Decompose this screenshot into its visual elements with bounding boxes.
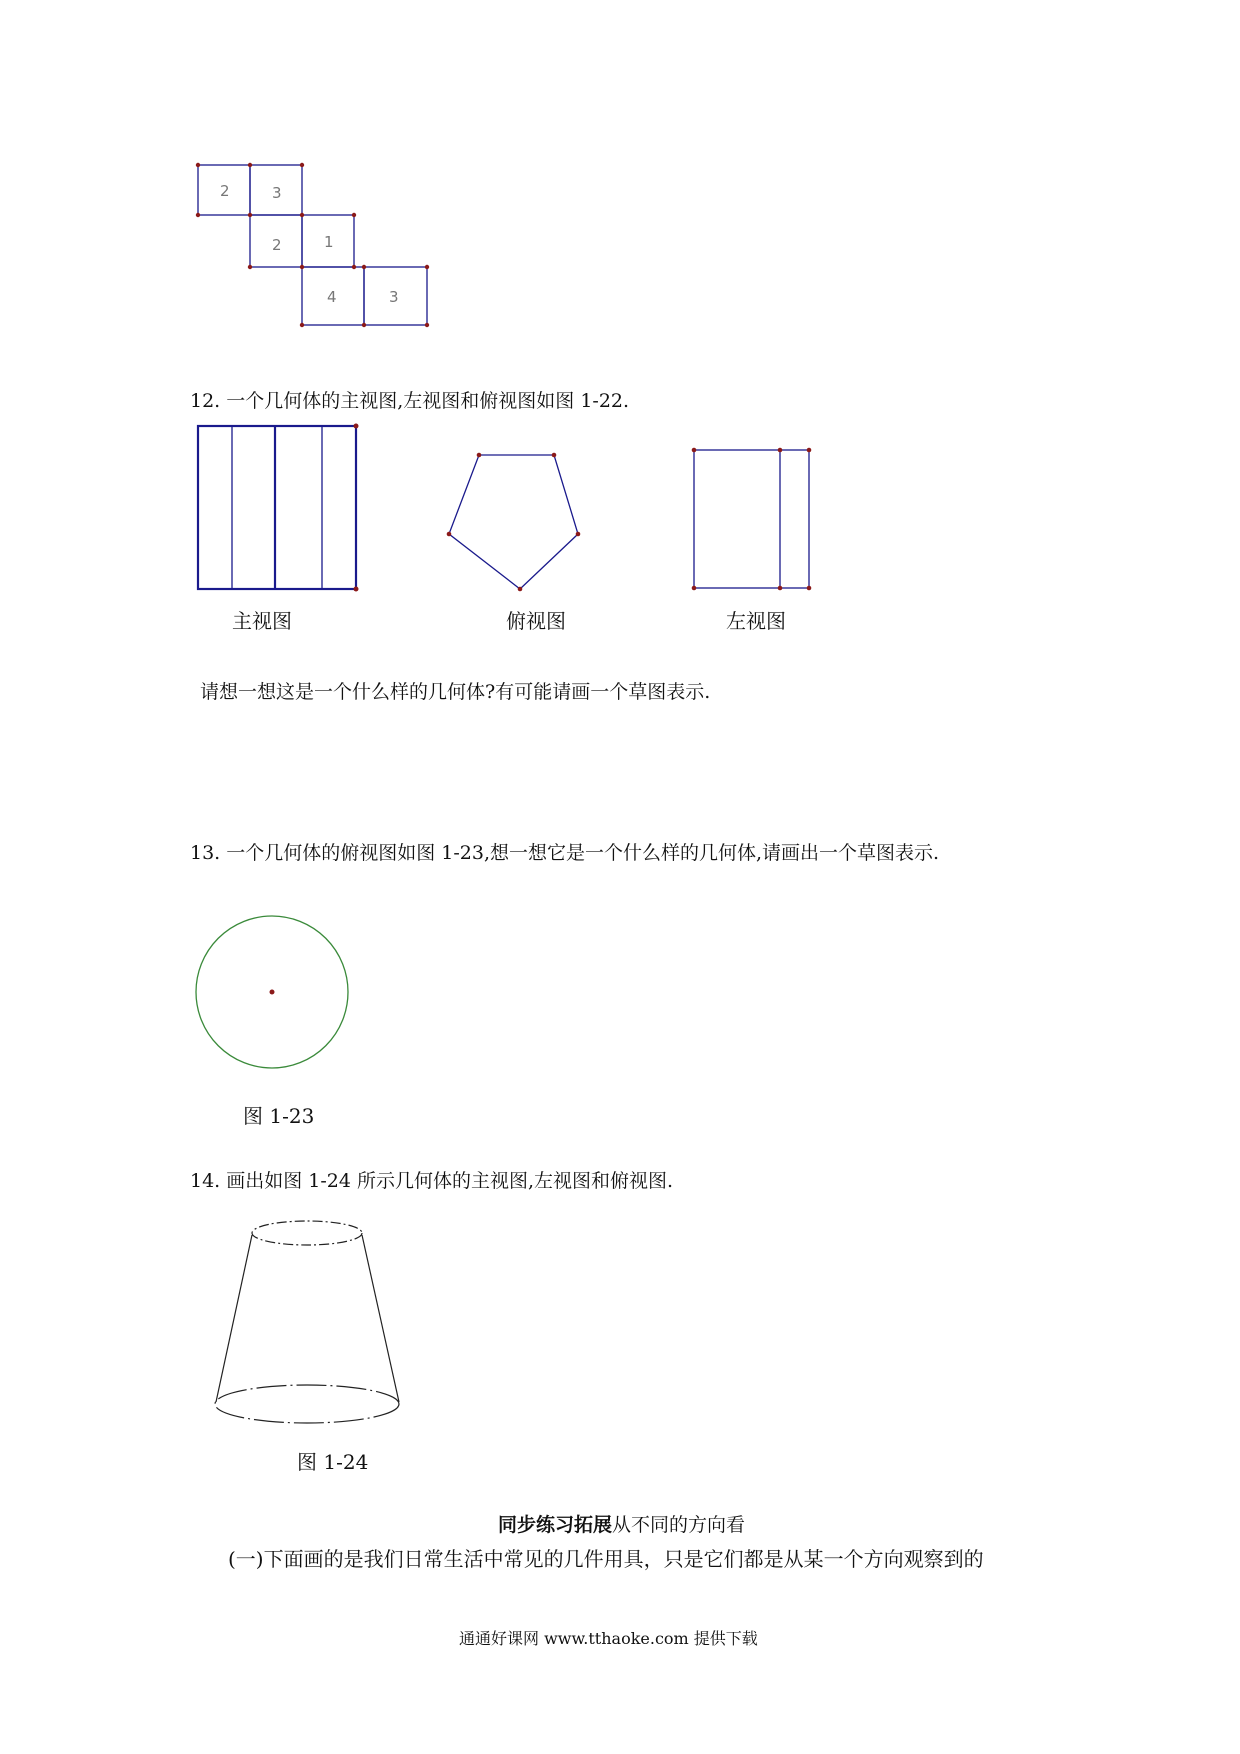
section-title-bold: 同步练习拓展 bbox=[498, 1514, 613, 1536]
left-view-caption: 左视图 bbox=[726, 609, 786, 633]
figure-1-24-caption: 图 1-24 bbox=[297, 1450, 369, 1474]
net-label: 2 bbox=[272, 236, 282, 254]
top-view-pentagon-figure bbox=[440, 450, 610, 600]
net-label: 1 bbox=[324, 233, 334, 251]
section-intro: (一)下面画的是我们日常生活中常见的几件用具，只是它们都是从某一个方向观察到的 bbox=[228, 1547, 984, 1571]
left-view-figure bbox=[685, 445, 815, 595]
net-label: 2 bbox=[220, 182, 230, 200]
circle-top-view-figure bbox=[190, 912, 360, 1077]
front-view-caption: 主视图 bbox=[232, 609, 292, 633]
net-label: 3 bbox=[272, 184, 282, 202]
net-label: 3 bbox=[389, 288, 399, 306]
frustum-figure bbox=[210, 1215, 415, 1435]
front-view-figure bbox=[195, 420, 365, 595]
section-title bbox=[498, 1510, 745, 1537]
cube-net-figure bbox=[190, 160, 440, 335]
question-12-prompt: 请想一想这是一个什么样的几何体?有可能请画一个草图表示. bbox=[200, 681, 711, 703]
question-14-text: 14. 画出如图 1-24 所示几何体的主视图,左视图和俯视图. bbox=[190, 1170, 674, 1192]
figure-1-23-caption: 图 1-23 bbox=[243, 1104, 315, 1128]
page-footer: 通通好课网 www.tthaoke.com 提供下载 bbox=[459, 1629, 758, 1648]
question-12-text: 12. 一个几何体的主视图,左视图和俯视图如图 1-22. bbox=[190, 390, 630, 412]
net-label: 4 bbox=[327, 288, 337, 306]
section-title-rest: 从不同的方向看 bbox=[612, 1514, 746, 1536]
top-view-caption: 俯视图 bbox=[506, 609, 566, 633]
question-13-text: 13. 一个几何体的俯视图如图 1-23,想一想它是一个什么样的几何体,请画出一个草图表示. bbox=[190, 842, 940, 864]
